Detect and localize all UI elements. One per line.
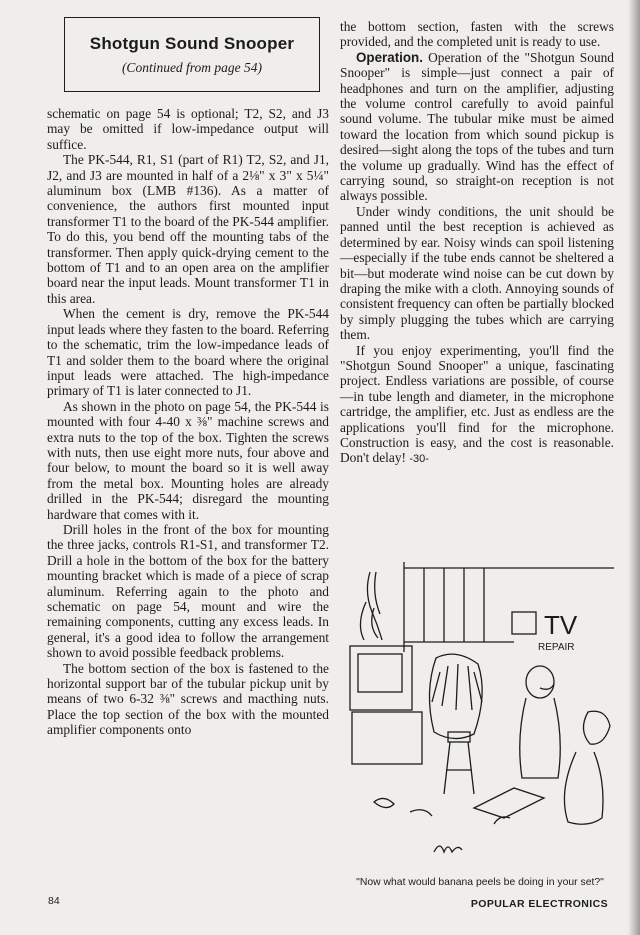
left-paragraph: When the cement is dry, remove the PK-544 input leads where they fasten to the board. Referring to the schematic, trim the low-impedance leads of T1 and solder them to the board where the original input leads were attached. The high-impedance primary of T1 is later connected to J1. <box>47 306 329 399</box>
left-paragraph: schematic on page 54 is optional; T2, S2, and J3 may be omitted if low-impedance output will suffice. <box>47 106 329 152</box>
magazine-name: POPULAR ELECTRONICS <box>470 898 608 910</box>
tv-sign-small: REPAIR <box>538 642 575 653</box>
operation-paragraph <box>340 50 614 204</box>
end-mark: -30- <box>409 453 429 466</box>
operation-heading: Operation. <box>356 49 423 65</box>
right-paragraph <box>340 343 614 468</box>
tv-repair-cartoon <box>344 562 614 867</box>
closing-text: If you enjoy experimenting, you'll find the "Shotgun Sound Snooper" a unique, fascinating project. Endless variations are possible, of course—in tube length and diameter, in the microphone cartridge, the amplifier, etc. Just as endless are the applications you'll find for the microphone. Construction is easy, and the cost is reasonable. Don't delay! <box>340 342 614 466</box>
right-column <box>340 19 614 468</box>
page-number: 84 <box>48 895 60 907</box>
left-column <box>47 106 329 738</box>
article-title: Shotgun Sound Snooper <box>89 34 295 53</box>
continued-from-note: (Continued from page 54) <box>121 60 263 75</box>
cartoon-caption: "Now what would banana peels be doing in your set?" <box>356 877 604 888</box>
continuation-header-box <box>64 17 320 92</box>
left-paragraph: Drill holes in the front of the box for mounting the three jacks, controls R1-S1, and transformer T2. Drill a hole in the bottom of the box for the battery mounting bracket which is made of a piece of scrap aluminum. Referring again to the photo and schematic on page 54, mount and wire the remaining components, cutting any excess leads. In general, it's a good idea to follow the arrangement shown to avoid possible feedback problems. <box>47 521 329 661</box>
operation-body: Operation of the "Shotgun Sound Snooper" is simple—just connect a pair of headphones and turn on the amplifier, adjusting the volume control carefully to avoid painful sound volume. The tubular mike must be aimed toward the location from which sound pickup is desired—sight along the tops of the tubes and turn the volume up gradually. Wind has the effect of carrying sound, so straight-on reception is not always possible. <box>340 49 614 204</box>
right-paragraph: the bottom section, fasten with the screws provided, and the completed unit is ready to use. <box>340 19 614 50</box>
binding-shadow <box>628 0 640 935</box>
left-paragraph: The bottom section of the box is fastened to the horizontal support bar of the tubular pickup unit by means of two 6-32 ⅜" screws and macthing nuts. Place the top section of the box with the mounted amplifier components onto <box>47 660 329 738</box>
left-paragraph: The PK-544, R1, S1 (part of R1) T2, S2, and J1, J2, and J3 are mounted in half of a 2⅛" x 3" x 5¼" aluminum box (LMB #136). As a matter of convenience, the authors first mounted input transformer T1 to the board of the PK-544 amplifier. To do this, you bend off the mounting tabs of the transformer. Then apply quick-drying cement to the bottom of T1 and to an open area on the amplifier board near the input leads. Mount transformer T1 in this area. <box>47 152 330 306</box>
tv-sign-big: TV <box>544 610 578 640</box>
right-paragraph: Under windy conditions, the unit should be panned until the best reception is achieved as determined by ear. Noisy winds can spoil listening—especially if the tube ends cannot be sheltered a bit—but moderate wind noise can be cut down by draping the mike with a cloth. Annoying sounds of consistent frequency can often be partially blocked by simply plugging the tubes which are carrying them. <box>340 203 614 343</box>
left-paragraph: As shown in the photo on page 54, the PK-544 is mounted with four 4-40 x ⅜" machine screws and extra nuts to the top of the box. Tighten the screws with nuts, then use eight more nuts, four above and four below, to mount the board so it is well away from the metal box. Mounting holes are already drilled in the PK-544; disregard the mounting hardware that comes with it. <box>47 398 329 522</box>
